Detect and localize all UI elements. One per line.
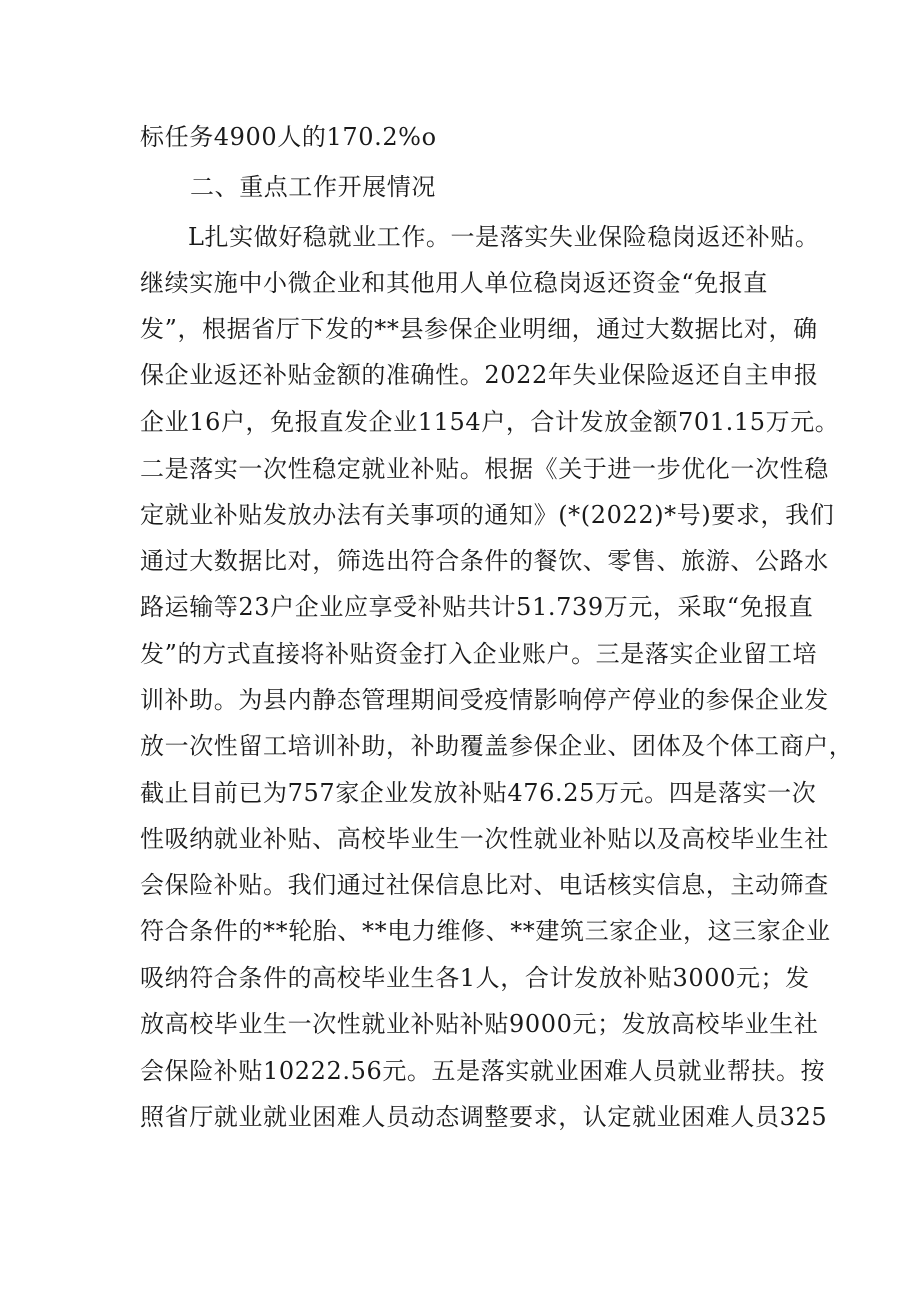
- text-line: 符合条件的**轮胎、**电力维修、**建筑三家企业，这三家企业: [140, 917, 831, 945]
- text-line: 会保险补贴。我们通过社保信息比对、电话核实信息，主动筛查: [140, 871, 829, 899]
- text-line: 二是落实一次性稳定就业补贴。根据《关于进一步优化一次性稳: [140, 455, 829, 483]
- text-line: 标任务4900人的170.2%o: [140, 123, 437, 151]
- text-line: 训补助。为县内静态管理期间受疫情影响停产停业的参保企业发: [140, 686, 829, 714]
- text-line: 保企业返还补贴金额的准确性。2022年失业保险返还自主申报: [140, 361, 819, 389]
- text-line: 性吸纳就业补贴、高校毕业生一次性就业补贴以及高校毕业生社: [140, 825, 829, 853]
- paragraph-first-line: L扎实做好稳就业工作。一是落实失业保险稳岗返还补贴。: [188, 223, 820, 251]
- text-line: 发”的方式直接将补贴资金打入企业账户。三是落实企业留工培: [140, 640, 818, 668]
- text-line: 截止目前已为757家企业发放补贴476.25万元。四是落实一次: [140, 779, 817, 807]
- text-line: 照省厅就业就业困难人员动态调整要求，认定就业困难人员325: [140, 1103, 828, 1131]
- text-line: 会保险补贴10222.56元。五是落实就业困难人员就业帮扶。按: [140, 1057, 826, 1085]
- text-line: 发”，根据省厅下发的**县参保企业明细，通过大数据比对，确: [140, 315, 818, 343]
- text-line: 通过大数据比对，筛选出符合条件的餐饮、零售、旅游、公路水: [140, 547, 829, 575]
- text-line: 企业16户，免报直发企业1154户，合计发放金额701.15万元。: [140, 408, 840, 436]
- text-line: 定就业补贴发放办法有关事项的通知》(*(2022)*号)要求，我们: [140, 501, 835, 529]
- text-line: 放一次性留工培训补助，补助覆盖参保企业、团体及个体工商户，: [140, 732, 854, 760]
- text-line: 继续实施中小微企业和其他用人单位稳岗返还资金“免报直: [140, 269, 768, 297]
- text-line: 路运输等23户企业应享受补贴共计51.739万元，采取“免报直: [140, 593, 814, 621]
- section-heading: 二、重点工作开展情况: [190, 173, 436, 201]
- text-line: 吸纳符合条件的高校毕业生各1人，合计发放补贴3000元；发: [140, 964, 810, 992]
- text-line: 放高校毕业生一次性就业补贴补贴9000元；发放高校毕业生社: [140, 1010, 819, 1038]
